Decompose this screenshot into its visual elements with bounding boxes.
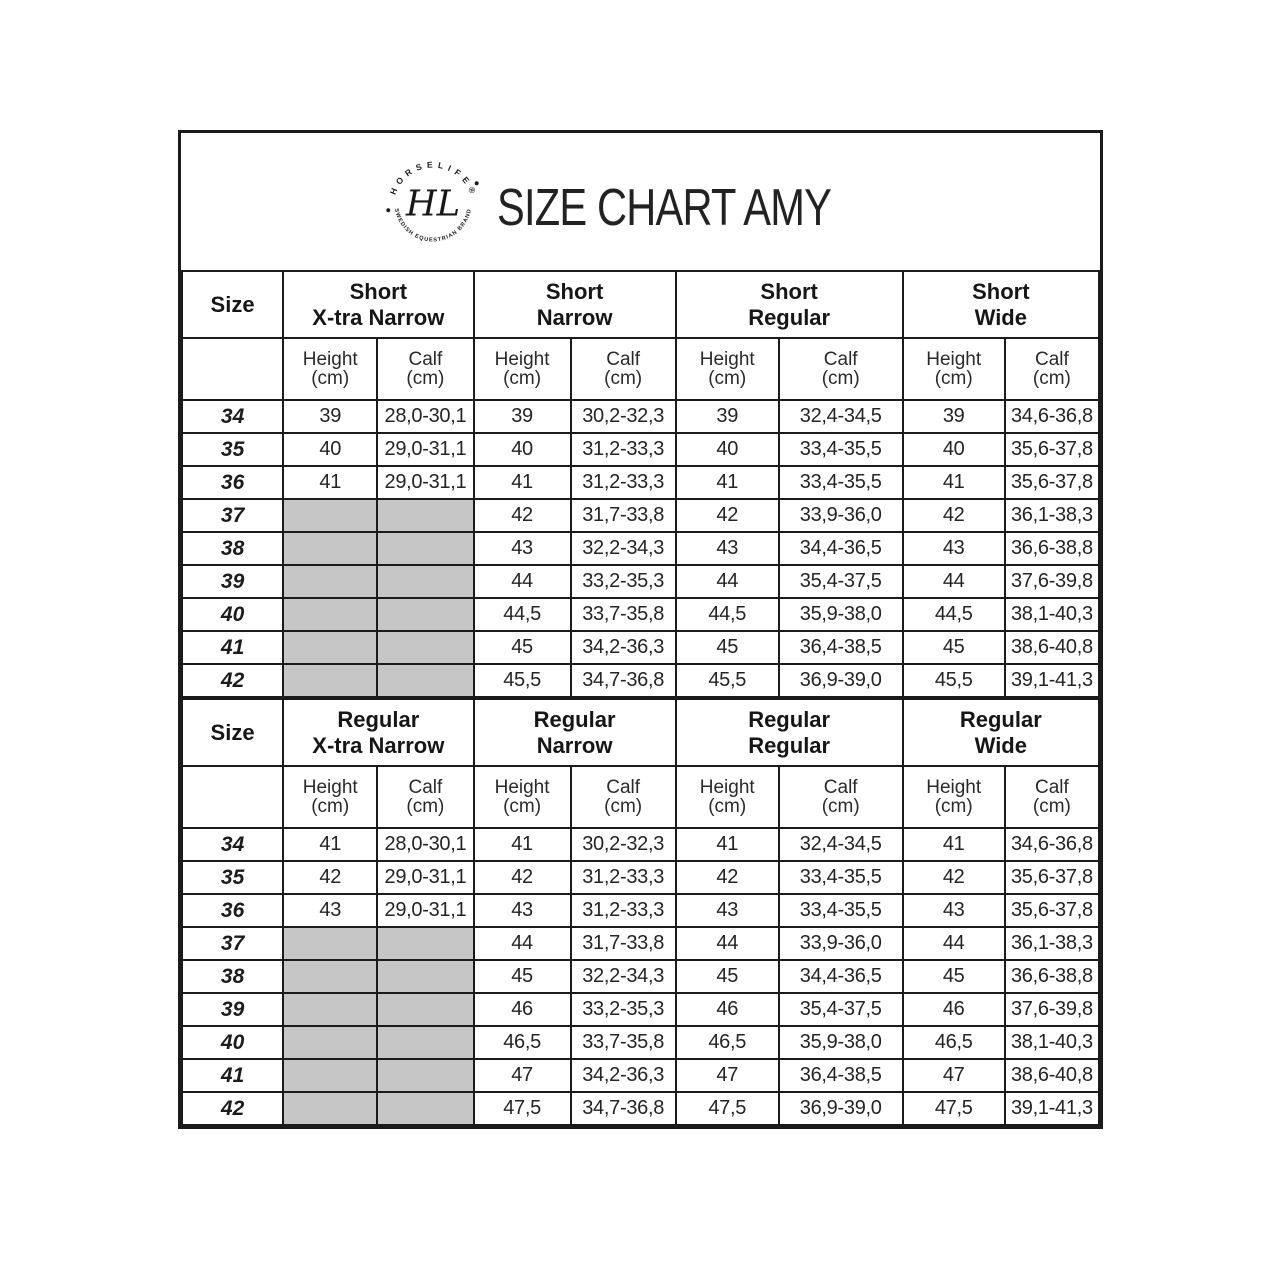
measurement-cell: 47 [676,1059,779,1092]
calf-label: Calf [1034,776,1069,798]
empty-cell [283,1092,377,1125]
measurement-cell: 42 [676,499,779,532]
unit-label: (cm) [503,796,542,817]
measurement-cell: 31,2-33,3 [571,894,676,927]
table-row [182,927,1099,960]
measurement-cell: 35,6-37,8 [1005,861,1099,894]
measurement-cell: 44,5 [903,598,1005,631]
unit-label: (cm) [503,368,542,389]
empty-cell [377,598,473,631]
measurement-cell: 44 [474,927,571,960]
measurement-cell: 43 [474,894,571,927]
measurement-cell: 40 [903,433,1005,466]
measurement-cell: 33,4-35,5 [779,433,903,466]
measurement-cell: 47 [474,1059,571,1092]
measurement-cell: 33,4-35,5 [779,894,903,927]
size-value: 40 [182,598,283,631]
table-row [182,565,1099,598]
calf-column-header [779,338,903,400]
measurement-cell: 34,6-36,8 [1005,400,1099,433]
measurement-cell: 34,4-36,5 [779,960,903,993]
column-group-header [474,699,676,766]
group-header-line2: Narrow [536,304,613,330]
measurement-cell: 34,2-36,3 [571,1059,676,1092]
calf-label: Calf [1034,348,1069,370]
height-column-header [474,338,571,400]
size-value: 35 [182,861,283,894]
height-label: Height [926,348,982,370]
height-label: Height [926,776,982,798]
group-header-line2: X-tra Narrow [312,732,445,758]
measurement-cell: 43 [903,894,1005,927]
logo-bottom-text: SWEDISH EQUESTRIAN BRAND [392,207,474,244]
measurement-cell: 39 [283,400,377,433]
measurement-cell: 44 [676,927,779,960]
measurement-cell: 38,6-40,8 [1005,631,1099,664]
size-value: 35 [182,433,283,466]
size-subheader-blank [182,338,283,400]
column-group-header [474,271,676,338]
measurement-cell: 34,7-36,8 [571,1092,676,1125]
measurement-cell: 45,5 [676,664,779,697]
empty-cell [283,993,377,1026]
column-group-header [283,271,473,338]
calf-column-header [571,338,676,400]
unit-label: (cm) [406,368,445,389]
size-value: 34 [182,400,283,433]
size-value: 42 [182,664,283,697]
group-header-line2: Wide [974,304,1027,330]
calf-label: Calf [606,348,641,370]
size-value: 37 [182,927,283,960]
group-header-line1: Short [545,278,604,304]
measurement-cell: 29,0-31,1 [377,466,473,499]
regular-size-table [181,698,1100,1126]
empty-cell [283,598,377,631]
height-column-header [903,338,1005,400]
empty-cell [377,631,473,664]
group-header-line1: Short [349,278,408,304]
measurement-cell: 41 [903,466,1005,499]
unit-label: (cm) [934,796,973,817]
group-header-line2: X-tra Narrow [312,304,445,330]
empty-cell [283,960,377,993]
empty-cell [283,927,377,960]
measurement-cell: 41 [676,466,779,499]
column-group-header [283,699,473,766]
empty-cell [283,1026,377,1059]
empty-cell [377,1059,473,1092]
size-value: 40 [182,1026,283,1059]
measurement-cell: 40 [474,433,571,466]
empty-cell [377,499,473,532]
empty-cell [377,960,473,993]
column-group-header [903,699,1099,766]
measurement-cell: 42 [903,499,1005,532]
unit-label: (cm) [311,368,350,389]
measurement-cell: 37,6-39,8 [1005,993,1099,1026]
unit-label: (cm) [934,368,973,389]
unit-label: (cm) [311,796,350,817]
empty-cell [377,1092,473,1125]
measurement-cell: 46,5 [474,1026,571,1059]
size-value: 34 [182,828,283,861]
measurement-cell: 38,1-40,3 [1005,1026,1099,1059]
height-column-header [474,766,571,828]
group-header-line2: Narrow [536,732,613,758]
measurement-cell: 31,2-33,3 [571,861,676,894]
measurement-cell: 28,0-30,1 [377,828,473,861]
measurement-cell: 41 [474,828,571,861]
table-row [182,861,1099,894]
measurement-cell: 43 [903,532,1005,565]
measurement-cell: 38,1-40,3 [1005,598,1099,631]
measurement-cell: 35,6-37,8 [1005,466,1099,499]
measurement-cell: 31,2-33,3 [571,433,676,466]
empty-cell [283,499,377,532]
measurement-cell: 47,5 [903,1092,1005,1125]
short-size-table [181,270,1100,698]
measurement-cell: 37,6-39,8 [1005,565,1099,598]
measurement-cell: 32,2-34,3 [571,960,676,993]
measurement-cell: 36,1-38,3 [1005,499,1099,532]
measurement-cell: 43 [474,532,571,565]
measurement-cell: 41 [283,828,377,861]
table-row [182,894,1099,927]
height-label: Height [302,348,358,370]
measurement-cell: 30,2-32,3 [571,828,676,861]
unit-label: (cm) [1032,796,1071,817]
measurement-cell: 35,4-37,5 [779,565,903,598]
size-value: 37 [182,499,283,532]
measurement-cell: 45 [903,631,1005,664]
measurement-cell: 36,6-38,8 [1005,960,1099,993]
size-column-header: Size [182,699,283,766]
table-row [182,532,1099,565]
size-value: 38 [182,960,283,993]
measurement-cell: 33,4-35,5 [779,466,903,499]
size-column-header: Size [182,271,283,338]
table-row [182,631,1099,664]
measurement-cell: 36,9-39,0 [779,1092,903,1125]
measurement-cell: 46,5 [676,1026,779,1059]
measurement-cell: 33,2-35,3 [571,993,676,1026]
table-header-row [182,271,1099,338]
measurement-cell: 44,5 [676,598,779,631]
measure-header-row [182,338,1099,400]
measurement-cell: 29,0-31,1 [377,433,473,466]
measurement-cell: 32,4-34,5 [779,828,903,861]
logo-top-text: H O R S E L I F E ® [387,159,479,197]
measurement-cell: 44 [474,565,571,598]
measurement-cell: 39,1-41,3 [1005,664,1099,697]
measurement-cell: 32,4-34,5 [779,400,903,433]
measurement-cell: 38,6-40,8 [1005,1059,1099,1092]
measurement-cell: 46 [676,993,779,1026]
empty-cell [283,565,377,598]
measurement-cell: 31,2-33,3 [571,466,676,499]
measurement-cell: 36,4-38,5 [779,1059,903,1092]
measurement-cell: 44,5 [474,598,571,631]
empty-cell [283,1059,377,1092]
measurement-cell: 31,7-33,8 [571,499,676,532]
unit-label: (cm) [604,796,643,817]
measurement-cell: 44 [903,565,1005,598]
table-row [182,664,1099,697]
table-row [182,466,1099,499]
calf-column-header [571,766,676,828]
measurement-cell: 29,0-31,1 [377,861,473,894]
measurement-cell: 40 [676,433,779,466]
group-header-line1: Regular [337,706,420,732]
measurement-cell: 35,6-37,8 [1005,894,1099,927]
table-row [182,499,1099,532]
measurement-cell: 36,1-38,3 [1005,927,1099,960]
unit-label: (cm) [708,368,747,389]
measurement-cell: 33,7-35,8 [571,598,676,631]
empty-cell [377,664,473,697]
measurement-cell: 33,7-35,8 [571,1026,676,1059]
height-label: Height [302,776,358,798]
measurement-cell: 33,2-35,3 [571,565,676,598]
measurement-cell: 34,4-36,5 [779,532,903,565]
measurement-cell: 42 [474,499,571,532]
unit-label: (cm) [1032,368,1071,389]
measurement-cell: 47,5 [474,1092,571,1125]
calf-label: Calf [606,776,641,798]
measurement-cell: 41 [474,466,571,499]
height-label: Height [494,348,550,370]
height-column-header [676,338,779,400]
measurement-cell: 45 [474,960,571,993]
table-row [182,433,1099,466]
measurement-cell: 39 [676,400,779,433]
measurement-cell: 29,0-31,1 [377,894,473,927]
measure-header-row [182,766,1099,828]
measurement-cell: 40 [283,433,377,466]
size-value: 38 [182,532,283,565]
measurement-cell: 45 [676,631,779,664]
measurement-cell: 34,7-36,8 [571,664,676,697]
table-row [182,993,1099,1026]
table-row [182,598,1099,631]
measurement-cell: 30,2-32,3 [571,400,676,433]
measurement-cell: 46 [474,993,571,1026]
size-value: 39 [182,993,283,1026]
table-row [182,1026,1099,1059]
measurement-cell: 45 [474,631,571,664]
logo-monogram: HL [405,183,461,225]
size-value: 42 [182,1092,283,1125]
measurement-cell: 46,5 [903,1026,1005,1059]
column-group-header [676,699,903,766]
height-column-header [903,766,1005,828]
group-header-line1: Regular [959,706,1042,732]
unit-label: (cm) [821,368,860,389]
measurement-cell: 43 [283,894,377,927]
measurement-cell: 42 [474,861,571,894]
measurement-cell: 42 [676,861,779,894]
empty-cell [377,532,473,565]
group-header-line1: Short [760,278,818,304]
calf-column-header [1005,338,1099,400]
unit-label: (cm) [604,368,643,389]
size-value: 39 [182,565,283,598]
height-column-header [283,338,377,400]
height-column-header [676,766,779,828]
empty-cell [377,565,473,598]
page-title: SIZE CHART AMY [497,179,832,237]
measurement-cell: 47,5 [676,1092,779,1125]
unit-label: (cm) [708,796,747,817]
size-subheader-blank [182,766,283,828]
empty-cell [283,532,377,565]
measurement-cell: 45 [676,960,779,993]
height-label: Height [699,348,755,370]
logo-dot-right [475,181,479,185]
measurement-cell: 35,6-37,8 [1005,433,1099,466]
empty-cell [377,1026,473,1059]
calf-column-header [1005,766,1099,828]
measurement-cell: 43 [676,532,779,565]
measurement-cell: 44 [903,927,1005,960]
calf-label: Calf [823,776,858,798]
measurement-cell: 36,6-38,8 [1005,532,1099,565]
group-header-line2: Regular [748,304,831,330]
empty-cell [283,664,377,697]
table-row [182,828,1099,861]
measurement-cell: 45,5 [474,664,571,697]
measurement-cell: 35,4-37,5 [779,993,903,1026]
calf-column-header [377,338,473,400]
unit-label: (cm) [821,796,860,817]
measurement-cell: 34,6-36,8 [1005,828,1099,861]
table-row [182,1092,1099,1125]
empty-cell [283,631,377,664]
measurement-cell: 46 [903,993,1005,1026]
measurement-cell: 36,4-38,5 [779,631,903,664]
measurement-cell: 42 [283,861,377,894]
measurement-cell: 47 [903,1059,1005,1092]
calf-label: Calf [823,348,858,370]
measurement-cell: 36,9-39,0 [779,664,903,697]
measurement-cell: 41 [676,828,779,861]
group-header-line2: Wide [974,732,1027,758]
measurement-cell: 33,4-35,5 [779,861,903,894]
size-value: 41 [182,1059,283,1092]
group-header-line1: Short [972,278,1030,304]
height-label: Height [699,776,755,798]
height-column-header [283,766,377,828]
chart-header [181,133,1100,270]
measurement-cell: 41 [283,466,377,499]
horse-life-logo [381,151,485,255]
logo-dot-left [386,208,390,212]
measurement-cell: 45,5 [903,664,1005,697]
group-header-line1: Regular [533,706,616,732]
table-row [182,400,1099,433]
empty-cell [377,927,473,960]
table-row [182,1059,1099,1092]
measurement-cell: 39,1-41,3 [1005,1092,1099,1125]
unit-label: (cm) [406,796,445,817]
column-group-header [676,271,903,338]
measurement-cell: 42 [903,861,1005,894]
calf-column-header [779,766,903,828]
calf-label: Calf [408,348,443,370]
measurement-cell: 32,2-34,3 [571,532,676,565]
measurement-cell: 31,7-33,8 [571,927,676,960]
horse-life-logo-icon [381,151,485,255]
measurement-cell: 28,0-30,1 [377,400,473,433]
measurement-cell: 39 [474,400,571,433]
table-row [182,960,1099,993]
size-value: 41 [182,631,283,664]
height-label: Height [494,776,550,798]
column-group-header [903,271,1099,338]
measurement-cell: 33,9-36,0 [779,927,903,960]
measurement-cell: 39 [903,400,1005,433]
group-header-line2: Regular [748,732,831,758]
measurement-cell: 43 [676,894,779,927]
measurement-cell: 35,9-38,0 [779,598,903,631]
measurement-cell: 33,9-36,0 [779,499,903,532]
group-header-line1: Regular [748,706,831,732]
measurement-cell: 34,2-36,3 [571,631,676,664]
measurement-cell: 44 [676,565,779,598]
calf-column-header [377,766,473,828]
measurement-cell: 35,9-38,0 [779,1026,903,1059]
measurement-cell: 45 [903,960,1005,993]
size-value: 36 [182,466,283,499]
measurement-cell: 41 [903,828,1005,861]
calf-label: Calf [408,776,443,798]
empty-cell [377,993,473,1026]
table-header-row [182,699,1099,766]
size-value: 36 [182,894,283,927]
size-chart-sheet [178,130,1103,1129]
